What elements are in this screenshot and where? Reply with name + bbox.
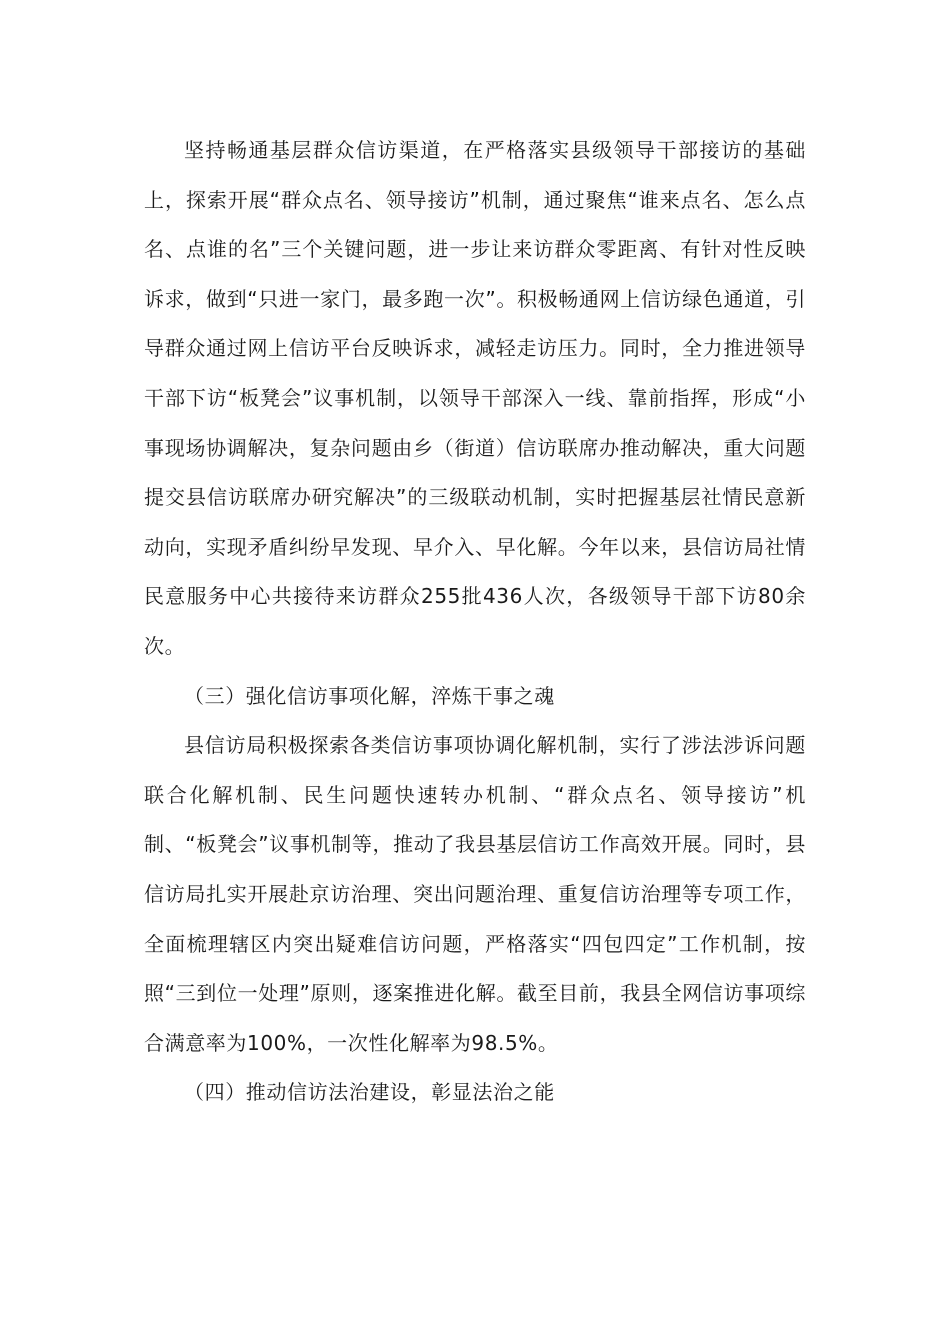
- section-heading-4: （四）推动信访法治建设，彰显法治之能: [184, 1080, 555, 1105]
- body-paragraph: 坚持畅通基层群众信访渠道，在严格落实县级领导干部接访的基础上，探索开展“群众点名、领导接访”机制，通过聚焦“谁来点名、怎么点名、点谁的名”三个关键问题，进一步让来访群众零距离、有针对性反映诉求，做到“只进一家门，最多跑一次”。积极畅通网上信访绿色通道，引导群众通过网上信访平台反映诉求，减轻走访压力。同时，全力推进领导干部下访“板凳会”议事机制，以领导干部深入一线、靠前指挥，形成“小事现场协调解决，复杂问题由乡（街道）信访联席办推动解决，重大问题提交县信访联席办研究解决”的三级联动机制，实时把握基层社情民意新动向，实现矛盾纠纷早发现、早介入、早化解。今年以来，县信访局社情民意服务中心共接待来访群众255批436人次，各级领导干部下访80余次。: [144, 138, 806, 658]
- section-heading-3: （三）强化信访事项化解，淬炼干事之魂: [184, 683, 555, 708]
- section-3-body-paragraph: 县信访局积极探索各类信访事项协调化解机制，实行了涉法涉诉问题联合化解机制、民生问题快速转办机制、“群众点名、领导接访”机制、“板凳会”议事机制等，推动了我县基层信访工作高效开展。同时，县信访局扎实开展赴京访治理、突出问题治理、重复信访治理等专项工作，全面梳理辖区内突出疑难信访问题，严格落实“四包四定”工作机制，按照“三到位一处理”原则，逐案推进化解。截至目前，我县全网信访事项综合满意率为100%，一次性化解率为98.5%。: [144, 733, 806, 1055]
- document-page: [144, 126, 806, 1118]
